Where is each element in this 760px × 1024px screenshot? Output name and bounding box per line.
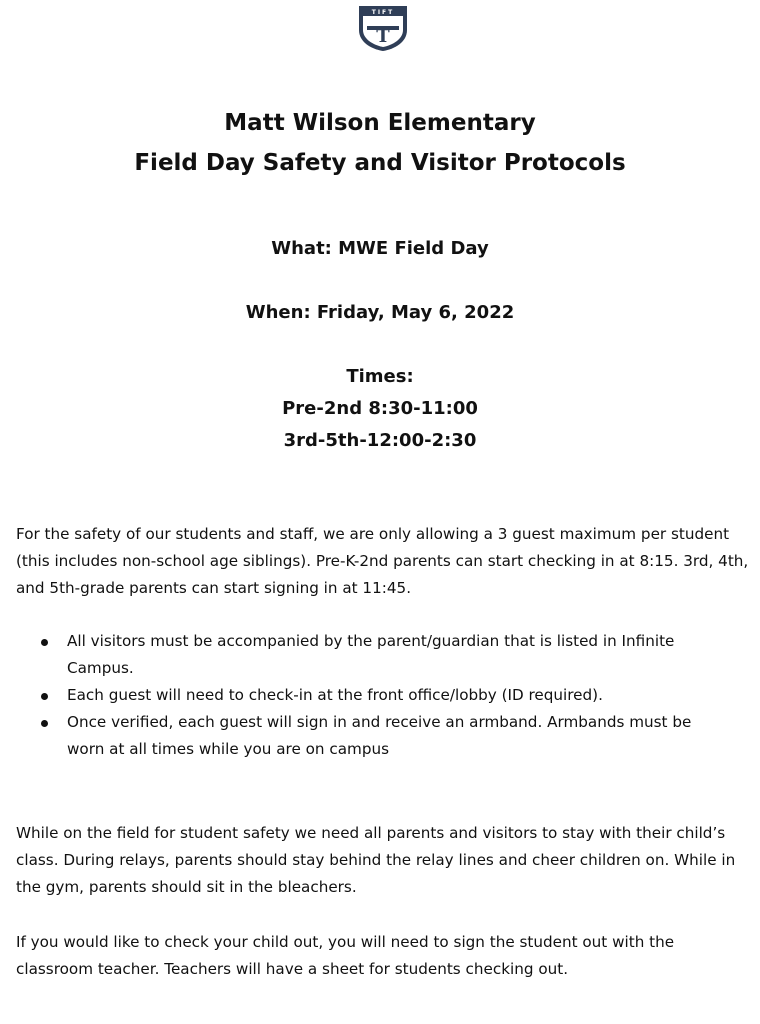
list-item — [16, 628, 716, 682]
field-paragraph: While on the field for student safety we need all parents and visitors to stay with their child’s class. During relays, parents should stay behind the relay lines and cheer children on. While in the gym, parents should sit in the bleachers. — [16, 824, 736, 896]
list-item-text: Each guest will need to check-in at the front office/lobby (ID required). — [67, 686, 603, 704]
intro-paragraph: For the safety of our students and staff, we are only allowing a 3 guest maximum per student (this includes non-school age siblings). Pre-K-2nd parents can start checking in at 8:15. 3rd, 4th, and 5th-grade parents can start signing in at 11:45. — [16, 525, 749, 597]
list-item-text: All visitors must be accompanied by the parent/guardian that is listed in Infinite Campus. — [67, 632, 675, 677]
times-primary: Pre-2nd 8:30-11:00 — [282, 398, 478, 419]
list-item — [16, 682, 716, 709]
logo-letter: T — [376, 26, 390, 47]
list-item-text: Once verified, each guest will sign in and receive an armband. Armbands must be worn at all times while you are on campus — [67, 713, 692, 758]
school-shield-logo — [355, 4, 411, 52]
bullet-icon — [41, 693, 48, 700]
bullet-icon — [41, 720, 48, 727]
school-name: Matt Wilson Elementary — [224, 110, 536, 136]
event-when: When: Friday, May 6, 2022 — [245, 302, 515, 323]
checkout-paragraph: If you would like to check your child out, you will need to sign the student out with the classroom teacher. Teachers will have a sheet for students checking out. — [16, 933, 675, 978]
event-what: What: MWE Field Day — [271, 238, 489, 259]
times-label: Times: — [346, 366, 414, 387]
times-upper: 3rd-5th-12:00-2:30 — [283, 430, 477, 451]
logo-text: TIFT — [371, 9, 395, 16]
visitor-rules-list — [16, 628, 716, 763]
bullet-icon — [41, 639, 48, 646]
page-title: Field Day Safety and Visitor Protocols — [134, 150, 626, 176]
list-item — [16, 709, 716, 763]
